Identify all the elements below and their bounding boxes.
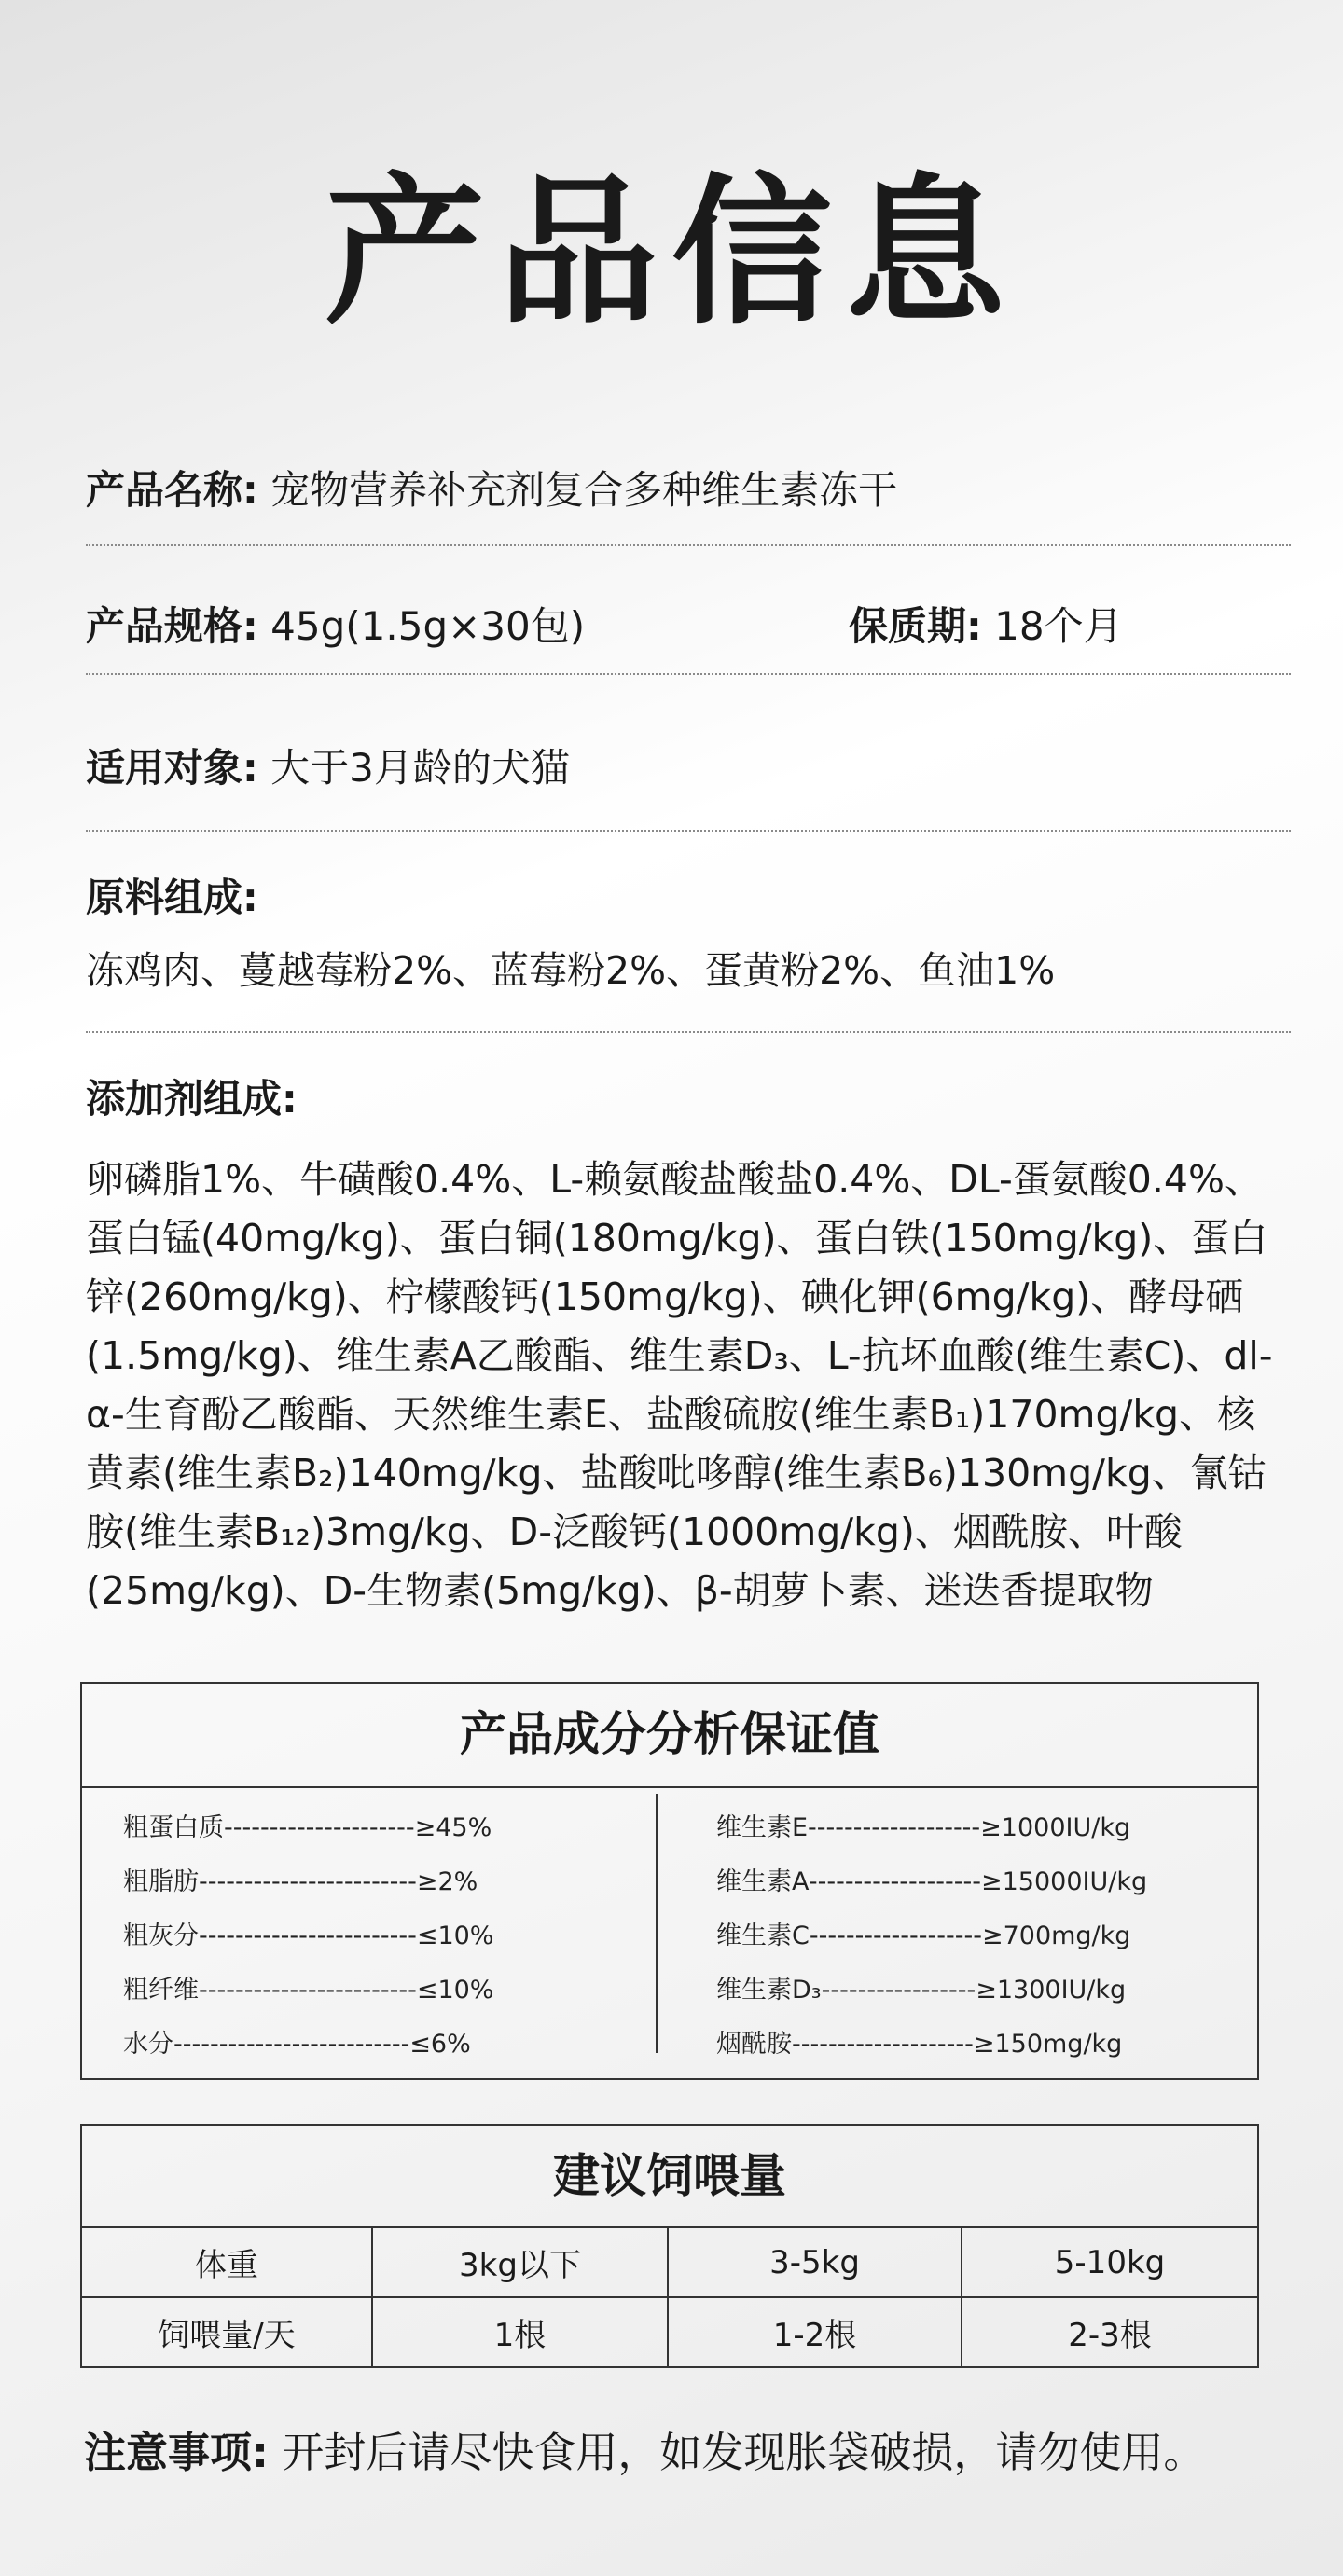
guarantee-left-column: [123, 1801, 493, 2072]
feeding-table: [80, 2226, 1259, 2368]
shelf-life-label: 保质期:: [849, 603, 982, 649]
product-name-value: 宠物营养补充剂复合多种维生素冻干: [270, 467, 898, 513]
table-cell: 3kg以下: [372, 2227, 668, 2297]
note-row: [84, 2428, 1206, 2477]
divider: [86, 1031, 1291, 1033]
table-row: [81, 2227, 1258, 2297]
guarantee-item: 粗灰分------------------------≤10%: [123, 1922, 494, 1950]
spec-label: 产品规格:: [86, 603, 258, 649]
feeding-title: 建议饲喂量: [553, 2149, 786, 2203]
guarantee-item: 维生素A-------------------≥15000IU/kg: [716, 1867, 1148, 1896]
guarantee-item: 维生素C-------------------≥700mg/kg: [716, 1922, 1131, 1950]
additives-value: 卵磷脂1%、牛磺酸0.4%、L-赖氨酸盐酸盐0.4%、DL-蛋氨酸0.4%、蛋白锰(40mg/kg)、蛋白铜(180mg/kg)、蛋白铁(150mg/kg)、蛋白锌(260mg/kg)、柠檬酸钙(150mg/kg)、碘化钾(6mg/kg)、酵母硒(1.5mg/kg)、维生素A乙酸酯、维生素D₃、L-抗坏血酸(维生素C)、dl-α-生育酚乙酸酯、天然维生素E、盐酸硫胺(维生素B₁)170mg/kg、核黄素(维生素B₂)140mg/kg、盐酸吡哆醇(维生素B₆)130mg/kg、氰钴胺(维生素B₁₂)3mg/kg、D-泛酸钙(1000mg/kg)、烟酰胺、叶酸(25mg/kg)、D-生物素(5mg/kg)、β-胡萝卜素、迷迭香提取物: [86, 1157, 1273, 1613]
guarantee-item: 水分--------------------------≤6%: [123, 2030, 471, 2059]
target-value: 大于3月龄的犬猫: [270, 745, 570, 791]
table-cell: 1-2根: [668, 2297, 962, 2367]
note-value: 开封后请尽快食用，如发现胀袋破损，请勿使用。: [282, 2428, 1206, 2477]
guarantee-title: 产品成分分析保证值: [82, 1684, 1257, 1788]
table-row: [81, 2297, 1258, 2367]
guarantee-item: 维生素E-------------------≥1000IU/kg: [716, 1813, 1131, 1842]
shelf-life-value: 18个月: [994, 603, 1123, 649]
divider: [86, 830, 1291, 832]
guarantee-item: 粗纤维------------------------≤10%: [123, 1976, 494, 2004]
guarantee-item: 维生素D₃-----------------≥1300IU/kg: [716, 1976, 1127, 2004]
product-name-label: 产品名称:: [86, 467, 258, 513]
target-row: [86, 745, 570, 791]
note-label: 注意事项:: [84, 2428, 269, 2477]
guarantee-right-column: [716, 1801, 1147, 2072]
table-cell: 5-10kg: [962, 2227, 1258, 2297]
raw-materials-value: 冻鸡肉、蔓越莓粉2%、蓝莓粉2%、蛋黄粉2%、鱼油1%: [86, 948, 1056, 993]
product-name-row: [86, 467, 898, 513]
spec-row: [86, 603, 586, 649]
shelf-life-row: [849, 603, 1123, 649]
guarantee-item: 烟酰胺--------------------≥150mg/kg: [716, 2030, 1123, 2059]
table-cell: 3-5kg: [668, 2227, 962, 2297]
additives-label: 添加剂组成:: [86, 1076, 298, 1122]
target-label: 适用对象:: [86, 745, 258, 791]
table-cell: 1根: [372, 2297, 668, 2367]
guarantee-item: 粗脂肪------------------------≥2%: [123, 1867, 478, 1896]
divider: [86, 544, 1291, 546]
raw-materials-label: 原料组成:: [86, 875, 258, 920]
table-cell: 体重: [81, 2227, 372, 2297]
divider: [86, 673, 1291, 675]
column-divider: [656, 1794, 658, 2053]
table-cell: 饲喂量/天: [81, 2297, 372, 2367]
spec-value: 45g(1.5g×30包): [270, 603, 586, 649]
guarantee-item: 粗蛋白质---------------------≥45%: [123, 1813, 492, 1842]
table-cell: 2-3根: [962, 2297, 1258, 2367]
feeding-title-box: [80, 2124, 1259, 2228]
page-title: 产品信息: [325, 158, 1018, 346]
guarantee-table: [80, 1682, 1259, 2080]
